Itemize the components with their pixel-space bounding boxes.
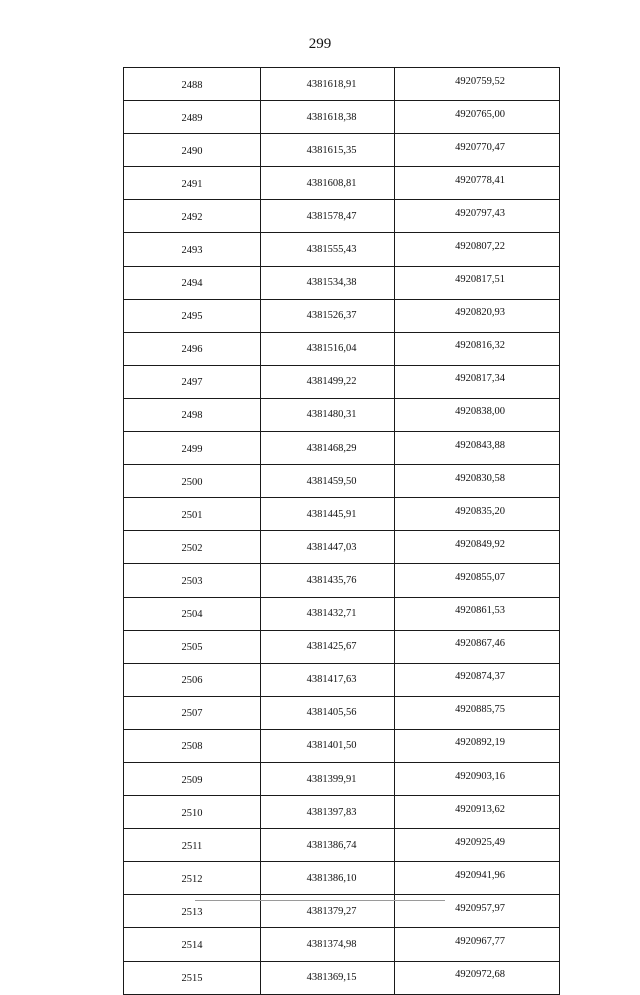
y-coordinate-cell: 4920820,93	[395, 299, 560, 332]
x-coordinate-cell: 4381397,83	[261, 796, 395, 829]
x-coordinate-cell: 4381618,91	[261, 68, 395, 101]
y-coordinate-cell: 4920807,22	[395, 233, 560, 266]
table-row	[124, 862, 560, 895]
table-row	[124, 332, 560, 365]
point-number-cell: 2492	[124, 200, 261, 233]
table-row	[124, 961, 560, 994]
y-coordinate-cell: 4920770,47	[395, 134, 560, 167]
table-row	[124, 696, 560, 729]
x-coordinate-cell: 4381578,47	[261, 200, 395, 233]
y-coordinate-cell: 4920838,00	[395, 398, 560, 431]
point-number-cell: 2499	[124, 432, 261, 465]
y-coordinate-cell: 4920778,41	[395, 167, 560, 200]
table-row	[124, 663, 560, 696]
point-number-cell: 2496	[124, 332, 261, 365]
table-row	[124, 465, 560, 498]
point-number-cell: 2503	[124, 564, 261, 597]
point-number-cell: 2498	[124, 398, 261, 431]
table-row	[124, 134, 560, 167]
point-number-cell: 2512	[124, 862, 261, 895]
table-row	[124, 200, 560, 233]
point-number-cell: 2493	[124, 233, 261, 266]
y-coordinate-cell: 4920972,68	[395, 961, 560, 994]
y-coordinate-cell: 4920849,92	[395, 531, 560, 564]
y-coordinate-cell: 4920941,96	[395, 862, 560, 895]
table-row	[124, 398, 560, 431]
point-number-cell: 2510	[124, 796, 261, 829]
point-number-cell: 2497	[124, 365, 261, 398]
x-coordinate-cell: 4381516,04	[261, 332, 395, 365]
table-row	[124, 167, 560, 200]
point-number-cell: 2495	[124, 299, 261, 332]
y-coordinate-cell: 4920765,00	[395, 101, 560, 134]
table-row	[124, 233, 560, 266]
coordinates-table-body	[124, 68, 560, 995]
x-coordinate-cell: 4381459,50	[261, 465, 395, 498]
point-number-cell: 2508	[124, 729, 261, 762]
x-coordinate-cell: 4381432,71	[261, 597, 395, 630]
x-coordinate-cell: 4381425,67	[261, 630, 395, 663]
point-number-cell: 2494	[124, 266, 261, 299]
x-coordinate-cell: 4381608,81	[261, 167, 395, 200]
table-row	[124, 365, 560, 398]
coordinates-table	[123, 67, 560, 995]
x-coordinate-cell: 4381417,63	[261, 663, 395, 696]
y-coordinate-cell: 4920830,58	[395, 465, 560, 498]
x-coordinate-cell: 4381379,27	[261, 895, 395, 928]
point-number-cell: 2507	[124, 696, 261, 729]
y-coordinate-cell: 4920967,77	[395, 928, 560, 961]
x-coordinate-cell: 4381399,91	[261, 762, 395, 795]
point-number-cell: 2490	[124, 134, 261, 167]
x-coordinate-cell: 4381435,76	[261, 564, 395, 597]
point-number-cell: 2515	[124, 961, 261, 994]
x-coordinate-cell: 4381618,38	[261, 101, 395, 134]
table-row	[124, 266, 560, 299]
y-coordinate-cell: 4920874,37	[395, 663, 560, 696]
point-number-cell: 2500	[124, 465, 261, 498]
x-coordinate-cell: 4381555,43	[261, 233, 395, 266]
page-number: 299	[308, 36, 332, 52]
y-coordinate-cell: 4920816,32	[395, 332, 560, 365]
x-coordinate-cell: 4381499,22	[261, 365, 395, 398]
point-number-cell: 2501	[124, 498, 261, 531]
y-coordinate-cell: 4920885,75	[395, 696, 560, 729]
point-number-cell: 2488	[124, 68, 261, 101]
y-coordinate-cell: 4920957,97	[395, 895, 560, 928]
point-number-cell: 2504	[124, 597, 261, 630]
point-number-cell: 2502	[124, 531, 261, 564]
x-coordinate-cell: 4381526,37	[261, 299, 395, 332]
y-coordinate-cell: 4920759,52	[395, 68, 560, 101]
table-row	[124, 564, 560, 597]
y-coordinate-cell: 4920817,51	[395, 266, 560, 299]
table-row	[124, 762, 560, 795]
table-row	[124, 498, 560, 531]
point-number-cell: 2513	[124, 895, 261, 928]
y-coordinate-cell: 4920892,19	[395, 729, 560, 762]
x-coordinate-cell: 4381401,50	[261, 729, 395, 762]
point-number-cell: 2491	[124, 167, 261, 200]
table-row	[124, 829, 560, 862]
table-row	[124, 432, 560, 465]
table-row	[124, 796, 560, 829]
x-coordinate-cell: 4381480,31	[261, 398, 395, 431]
y-coordinate-cell: 4920855,07	[395, 564, 560, 597]
table-row	[124, 630, 560, 663]
table-row	[124, 597, 560, 630]
table-row	[124, 531, 560, 564]
x-coordinate-cell: 4381615,35	[261, 134, 395, 167]
y-coordinate-cell: 4920797,43	[395, 200, 560, 233]
point-number-cell: 2514	[124, 928, 261, 961]
y-coordinate-cell: 4920903,16	[395, 762, 560, 795]
x-coordinate-cell: 4381405,56	[261, 696, 395, 729]
table-row	[124, 928, 560, 961]
point-number-cell: 2506	[124, 663, 261, 696]
y-coordinate-cell: 4920913,62	[395, 796, 560, 829]
y-coordinate-cell: 4920867,46	[395, 630, 560, 663]
y-coordinate-cell: 4920861,53	[395, 597, 560, 630]
x-coordinate-cell: 4381534,38	[261, 266, 395, 299]
point-number-cell: 2489	[124, 101, 261, 134]
point-number-cell: 2505	[124, 630, 261, 663]
x-coordinate-cell: 4381369,15	[261, 961, 395, 994]
point-number-cell: 2511	[124, 829, 261, 862]
y-coordinate-cell: 4920817,34	[395, 365, 560, 398]
table-row	[124, 729, 560, 762]
x-coordinate-cell: 4381445,91	[261, 498, 395, 531]
point-number-cell: 2509	[124, 762, 261, 795]
x-coordinate-cell: 4381447,03	[261, 531, 395, 564]
x-coordinate-cell: 4381386,74	[261, 829, 395, 862]
x-coordinate-cell: 4381386,10	[261, 862, 395, 895]
table-row	[124, 299, 560, 332]
table-row	[124, 68, 560, 101]
y-coordinate-cell: 4920835,20	[395, 498, 560, 531]
x-coordinate-cell: 4381374,98	[261, 928, 395, 961]
bottom-rule	[195, 900, 445, 901]
y-coordinate-cell: 4920843,88	[395, 432, 560, 465]
y-coordinate-cell: 4920925,49	[395, 829, 560, 862]
x-coordinate-cell: 4381468,29	[261, 432, 395, 465]
table-row	[124, 101, 560, 134]
